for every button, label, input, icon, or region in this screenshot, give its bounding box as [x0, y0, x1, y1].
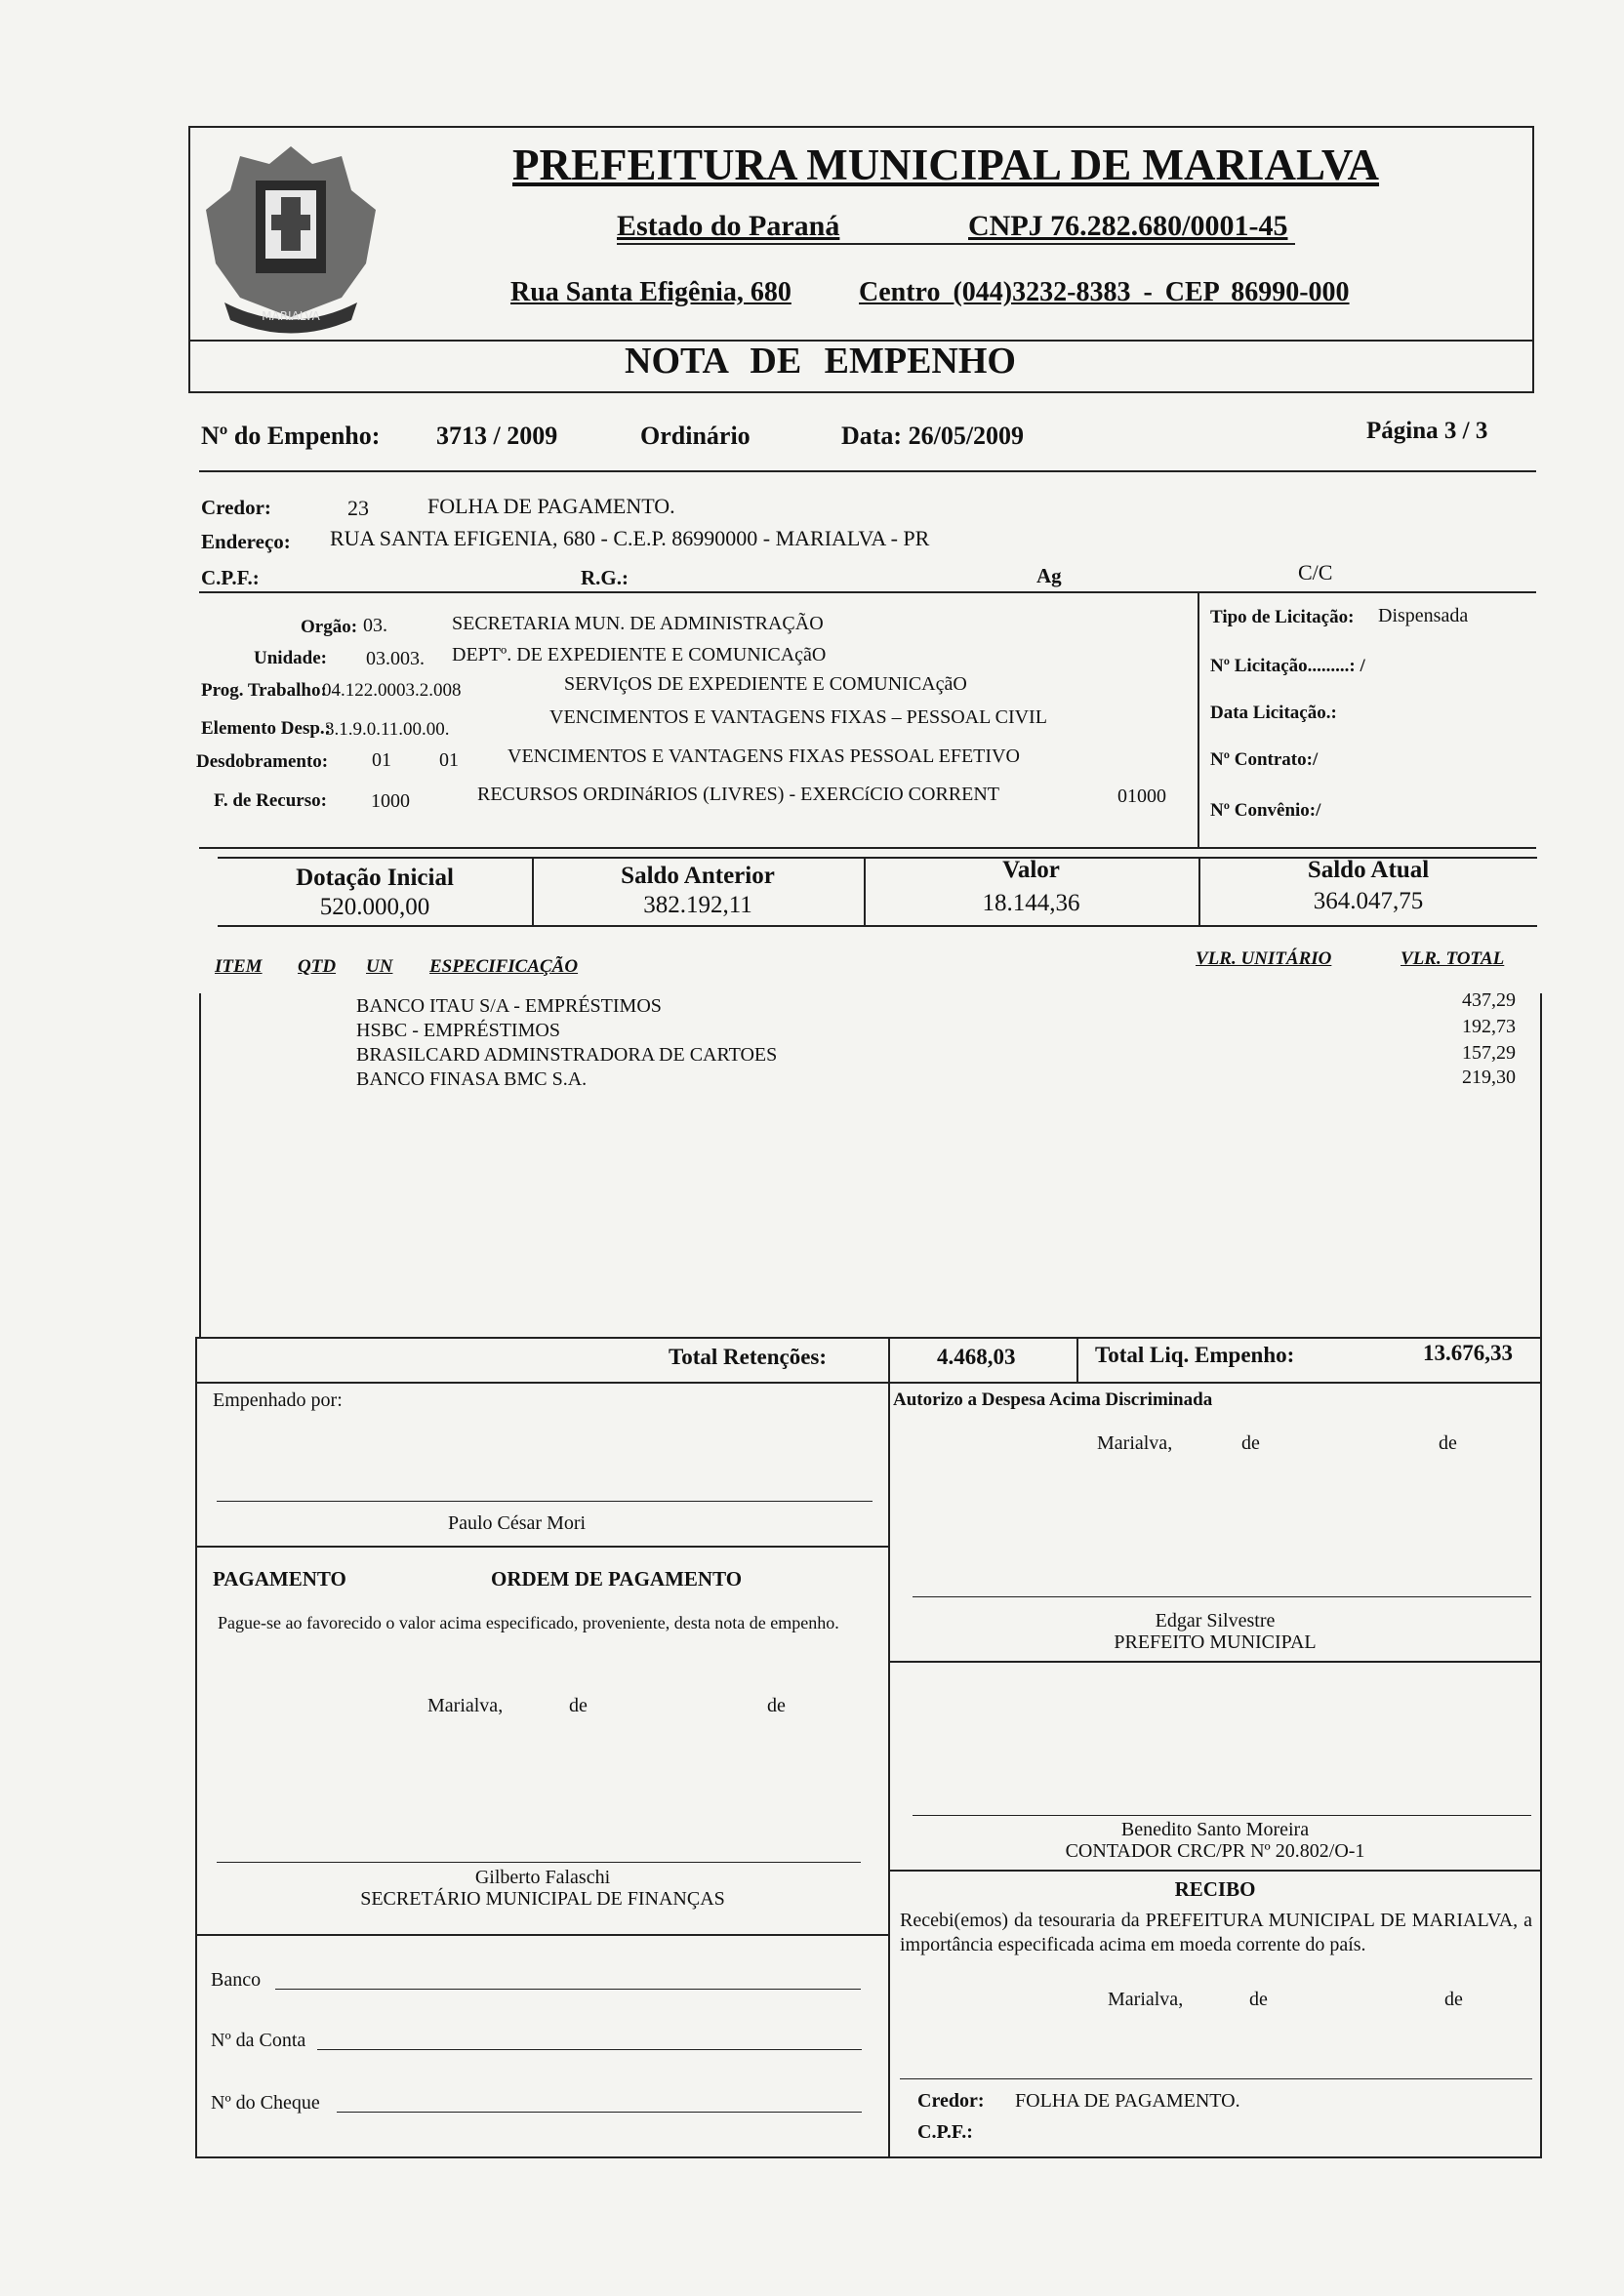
conta-field[interactable]: [317, 2049, 862, 2050]
convenio-number: Nº Convênio:/: [1210, 800, 1321, 821]
address-contact: Centro (044)3232-8383 - CEP 86990-000: [859, 277, 1350, 307]
recibo-de-1: de: [1249, 1989, 1268, 2010]
recurso-label: F. de Recurso:: [214, 790, 327, 811]
signature-line: [217, 1501, 873, 1502]
item-list: [356, 989, 1527, 1093]
orgao-name: SECRETARIA MUN. DE ADMINISTRAÇÃO: [452, 613, 824, 634]
item-total: 219,30: [1462, 1067, 1516, 1088]
recibo-cpf-label: C.P.F.:: [917, 2121, 973, 2143]
ordem-pagamento-label: ORDEM DE PAGAMENTO: [491, 1567, 743, 1591]
empenho-number: 3713 / 2009: [436, 422, 558, 450]
list-item: [356, 989, 1527, 1020]
prefeito-title: PREFEITO MUNICIPAL: [1114, 1631, 1317, 1653]
contador-name: Benedito Santo Moreira: [1120, 1819, 1310, 1840]
recurso-extra-code: 01000: [1117, 785, 1166, 807]
col-vlr-unitario: VLR. UNITÁRIO: [1196, 948, 1332, 969]
total-liquido-label: Total Liq. Empenho:: [1095, 1343, 1295, 1367]
empenho-date: Data: 26/05/2009: [841, 422, 1025, 450]
recibo-title: RECIBO: [1174, 1877, 1256, 1901]
recibo-credor-name: FOLHA DE PAGAMENTO.: [1015, 2090, 1240, 2112]
col-un: UN: [366, 956, 393, 977]
saldo-atual-label: Saldo Atual: [1307, 857, 1430, 883]
endereco-value: RUA SANTA EFIGENIA, 680 - C.E.P. 86990000 - MARIALVA - PR: [330, 526, 930, 550]
cpf-label: C.P.F.:: [201, 566, 260, 589]
item-total: 192,73: [1462, 1016, 1516, 1037]
state-name: Estado do Paraná: [617, 210, 840, 242]
item-total: 157,29: [1462, 1042, 1516, 1064]
prefeito-name: Edgar Silvestre: [1155, 1610, 1276, 1631]
recibo-text: Recebi(emos) da tesouraria da PREFEITURA MUNICIPAL DE MARIALVA, a importância especificada acima em moeda corrente do país.: [900, 1910, 1532, 1955]
recibo-credor-label: Credor:: [917, 2090, 985, 2112]
pagamento-de-1: de: [569, 1695, 588, 1716]
endereco-label: Endereço:: [201, 530, 291, 553]
credor-name: FOLHA DE PAGAMENTO.: [427, 494, 675, 518]
col-qtd: QTD: [298, 956, 337, 977]
municipal-crest-logo: [195, 137, 386, 342]
item-total: 437,29: [1462, 989, 1516, 1011]
recibo-city: Marialva,: [1108, 1989, 1184, 2010]
empenhado-por-label: Empenhado por:: [213, 1390, 343, 1411]
prog-code: 04.122.0003.2.008: [322, 680, 462, 701]
recibo-de-2: de: [1444, 1989, 1463, 2010]
list-item: [356, 1044, 1527, 1068]
signature-line: [913, 1815, 1531, 1816]
recurso-code: 1000: [371, 790, 410, 812]
desdobramento-label: Desdobramento:: [196, 751, 329, 772]
desdobramento-name: VENCIMENTOS E VANTAGENS FIXAS PESSOAL EFETIVO: [508, 745, 1020, 767]
page-number: Página 3 / 3: [1366, 418, 1488, 444]
cnpj: CNPJ 76.282.680/0001-45: [968, 210, 1288, 242]
contrato-number: Nº Contrato:/: [1210, 749, 1319, 770]
autorizo-de-1: de: [1241, 1432, 1260, 1454]
licitacao-number: Nº Licitação.........: /: [1210, 656, 1365, 676]
valor-label: Valor: [1002, 857, 1060, 883]
ag-label: Ag: [1036, 564, 1062, 587]
autorizo-de-2: de: [1439, 1432, 1457, 1454]
cc-label: C/C: [1298, 560, 1333, 584]
document-title: NOTA DE EMPENHO: [625, 341, 1016, 382]
licitacao-date: Data Licitação.:: [1210, 703, 1337, 723]
street-address: Rua Santa Efigênia, 680: [510, 277, 792, 307]
page-title: PREFEITURA MUNICIPAL DE MARIALVA: [512, 141, 1380, 189]
signature-line: [217, 1862, 861, 1863]
svg-text:MARIALVA: MARIALVA: [262, 309, 320, 323]
dotacao-value: 520.000,00: [319, 894, 430, 920]
tipo-licitacao-label: Tipo de Licitação:: [1210, 607, 1355, 627]
item-description: BANCO FINASA BMC S.A.: [356, 1068, 588, 1090]
secretario-name: Gilberto Falaschi: [474, 1867, 611, 1888]
list-item: [356, 1068, 1527, 1093]
col-vlr-total: VLR. TOTAL: [1401, 948, 1505, 969]
pague-se-text: Pague-se ao favorecido o valor acima especificado, proveniente, desta nota de empenho.: [218, 1613, 839, 1632]
total-retencoes-label: Total Retenções:: [669, 1345, 828, 1369]
desdobramento-code-2: 01: [439, 749, 459, 771]
autorizo-city: Marialva,: [1097, 1432, 1173, 1454]
elemento-name: VENCIMENTOS E VANTAGENS FIXAS – PESSOAL CIVIL: [549, 706, 1047, 728]
orgao-code: 03.: [363, 615, 387, 636]
saldo-atual-value: 364.047,75: [1313, 888, 1424, 914]
saldo-anterior-label: Saldo Anterior: [621, 863, 775, 889]
empenho-type: Ordinário: [640, 422, 751, 450]
col-especificacao: ESPECIFICAÇÃO: [429, 956, 579, 977]
banco-label: Banco: [211, 1969, 262, 1991]
empenho-number-label: Nº do Empenho:: [201, 422, 381, 450]
pagamento-label: PAGAMENTO: [213, 1567, 346, 1591]
signature-line: [900, 2078, 1532, 2079]
unidade-label: Unidade:: [254, 648, 327, 668]
total-retencoes-value: 4.468,03: [937, 1345, 1016, 1369]
orgao-label: Orgão:: [301, 617, 358, 637]
col-item: ITEM: [215, 956, 263, 977]
rg-label: R.G.:: [581, 566, 629, 589]
total-liquido-value: 13.676,33: [1423, 1341, 1513, 1365]
unidade-code: 03.003.: [366, 648, 425, 669]
pagamento-de-2: de: [767, 1695, 786, 1716]
item-description: BRASILCARD ADMINSTRADORA DE CARTOES: [356, 1044, 778, 1066]
saldo-anterior-value: 382.192,11: [643, 892, 752, 918]
item-description: BANCO ITAU S/A - EMPRÉSTIMOS: [356, 995, 662, 1017]
elemento-label: Elemento Desp.:: [201, 718, 331, 739]
tipo-licitacao-value: Dispensada: [1378, 605, 1469, 626]
cheque-field[interactable]: [337, 2112, 862, 2113]
banco-field[interactable]: [275, 1989, 861, 1990]
recurso-name: RECURSOS ORDINáRIOS (LIVRES) - EXERCíCIO CORRENT: [477, 784, 1000, 805]
empenhado-por-name: Paulo César Mori: [448, 1512, 587, 1534]
unidade-name: DEPTº. DE EXPEDIENTE E COMUNICAçãO: [452, 644, 827, 665]
signature-line: [913, 1596, 1531, 1597]
credor-code: 23: [347, 496, 369, 520]
credor-label: Credor:: [201, 496, 271, 519]
secretario-title: SECRETÁRIO MUNICIPAL DE FINANÇAS: [360, 1888, 725, 1910]
pagamento-city: Marialva,: [427, 1695, 504, 1716]
dotacao-label: Dotação Inicial: [296, 865, 454, 891]
prog-name: SERVIçOS DE EXPEDIENTE E COMUNICAçãO: [564, 673, 967, 695]
elemento-code: 3.1.9.0.11.00.00.: [325, 719, 450, 740]
contador-title: CONTADOR CRC/PR Nº 20.802/O-1: [1065, 1840, 1365, 1862]
autorizo-label: Autorizo a Despesa Acima Discriminada: [893, 1390, 1213, 1410]
item-description: HSBC - EMPRÉSTIMOS: [356, 1020, 560, 1041]
desdobramento-code-1: 01: [372, 749, 391, 771]
conta-label: Nº da Conta: [211, 2030, 306, 2051]
list-item: [356, 1016, 1527, 1044]
valor-value: 18.144,36: [982, 890, 1080, 916]
cheque-label: Nº do Cheque: [211, 2092, 320, 2114]
prog-label: Prog. Trabalho:: [201, 680, 327, 701]
